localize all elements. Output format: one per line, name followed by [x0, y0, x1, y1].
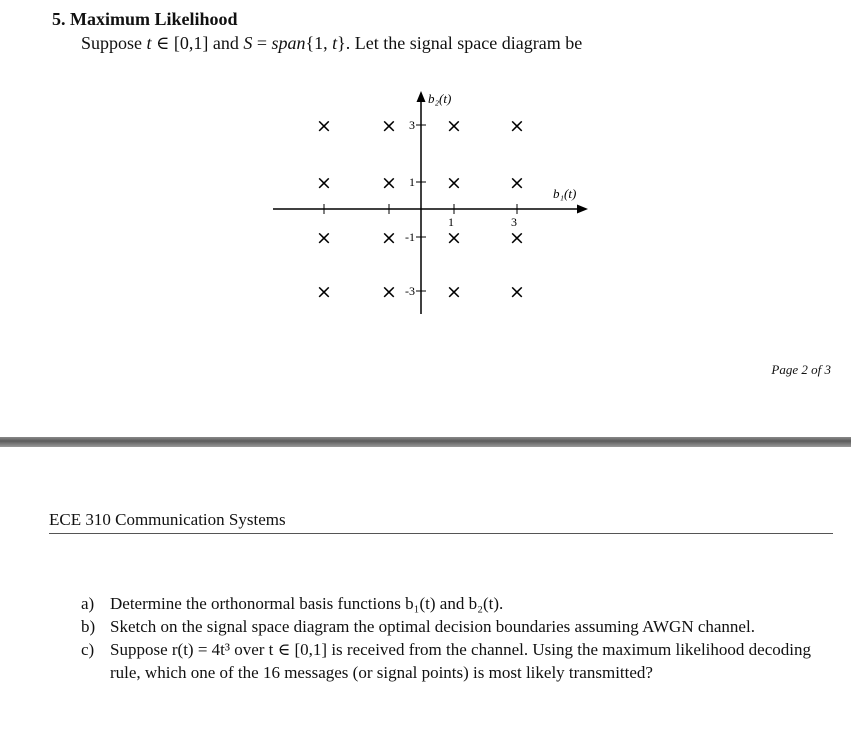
signal-point-marker: × — [381, 115, 397, 137]
y-tick-label: 3 — [409, 118, 415, 132]
problem-intro: Suppose t ∈ [0,1] and S = span{1, t}. Let the signal space diagram be — [81, 33, 583, 53]
question-letter: c) — [81, 640, 95, 659]
signal-point-marker: × — [381, 172, 397, 194]
page-break-separator — [0, 437, 851, 447]
b2-axis-label: b₂(t) — [428, 91, 452, 106]
signal-point-marker: × — [446, 115, 462, 137]
x-tick-label: 1 — [448, 215, 454, 229]
b1-axis-ticks — [448, 204, 517, 229]
b1-axis-arrowhead — [577, 205, 588, 214]
header-rule — [49, 533, 833, 534]
signal-point-marker: × — [509, 172, 525, 194]
signal-point-marker: × — [316, 115, 332, 137]
question-text: Determine the orthonormal basis functions b₁(t) and b₂(t). — [110, 594, 504, 613]
question-letter: a) — [81, 594, 95, 613]
signal-space-diagram — [0, 85, 851, 325]
signal-point-marker: × — [446, 172, 462, 194]
signal-point-marker: × — [381, 281, 397, 303]
b2-axis-ticks — [324, 118, 426, 298]
question-text: Sketch on the signal space diagram the optimal decision boundaries assuming AWGN channel. — [110, 617, 755, 636]
course-header: ECE 310 Communication Systems — [49, 510, 286, 529]
signal-point-marker: × — [509, 227, 525, 249]
signal-point-marker: × — [509, 115, 525, 137]
signal-point-marker: × — [316, 281, 332, 303]
question-list — [81, 592, 821, 684]
signal-point-marker: × — [381, 227, 397, 249]
question-letter: b) — [81, 617, 96, 636]
signal-point-marker: × — [316, 227, 332, 249]
signal-point-marker: × — [446, 281, 462, 303]
y-tick-label: -1 — [405, 230, 415, 244]
b1-axis-label: b₁(t) — [553, 186, 577, 201]
problem-heading — [52, 9, 238, 30]
y-tick-label: -3 — [405, 284, 415, 298]
problem-number: 5. — [52, 9, 66, 29]
problem-title: Maximum Likelihood — [70, 9, 238, 29]
question-text: Suppose r(t) = 4t³ over t ∈ [0,1] is received from the channel. Using the maximum likelihood decoding rule, which one of the 16 messages (or signal points) is most likely transmitted? — [110, 640, 811, 682]
signal-point-marker: × — [509, 281, 525, 303]
y-tick-label: 1 — [409, 175, 415, 189]
page-number: Page 2 of 3 — [771, 362, 831, 377]
question-b — [81, 615, 821, 638]
signal-point-marker: × — [446, 227, 462, 249]
b2-axis-arrowhead — [417, 91, 426, 102]
signal-point-marker: × — [316, 172, 332, 194]
question-a — [81, 592, 821, 615]
x-tick-label: 3 — [511, 215, 517, 229]
question-c — [81, 638, 821, 684]
